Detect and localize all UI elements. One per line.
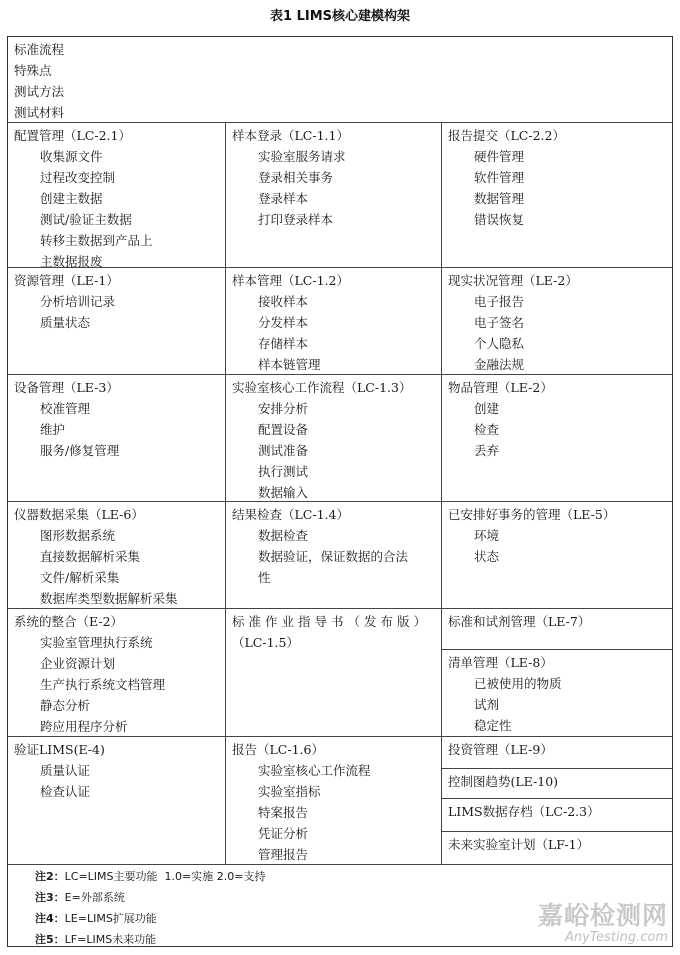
cell-reports xyxy=(226,737,441,864)
cell-sample-login xyxy=(226,123,441,267)
cell-item: 数据验证，保证数据的合法 xyxy=(258,549,409,564)
cell-heading: 控制图趋势(LE-10) xyxy=(448,774,559,789)
cell-heading: 配置管理（LC-2.1） xyxy=(14,128,131,143)
cell-item: 测试准备 xyxy=(258,443,309,458)
cell-heading: 实验室核心工作流程（LC-1.3） xyxy=(232,380,412,395)
cell-item: 图形数据系统 xyxy=(40,528,116,543)
cell-heading: 系统的整合（E-2） xyxy=(14,614,124,629)
header-line: 测试方法 xyxy=(14,84,65,99)
cell-heading: 标准和试剂管理（LE-7） xyxy=(448,614,591,629)
cell-item: 数据检查 xyxy=(258,528,309,543)
note-text: LC=LIMS主要功能 1.0=实施 2.0=支持 xyxy=(64,870,266,883)
cell-item: 服务/修复管理 xyxy=(40,443,120,458)
cell-heading: LIMS数据存档（LC-2.3） xyxy=(448,804,600,819)
cell-lims-data-archive xyxy=(442,799,672,831)
cell-item: 数据库类型数据解析采集 xyxy=(40,591,178,606)
cell-item: 数据输入 xyxy=(258,485,309,500)
cell-result-review xyxy=(226,502,441,608)
cell-heading: 资源管理（LE-1） xyxy=(14,273,119,288)
header-cell xyxy=(8,37,672,122)
cell-item: 样本链管理 xyxy=(258,357,321,372)
note-line xyxy=(35,929,673,950)
cell-item: 企业资源计划 xyxy=(40,656,116,671)
note-text: LF=LIMS未来功能 xyxy=(64,933,157,946)
cell-item: 直接数据解析采集 xyxy=(40,549,141,564)
cell-heading: 报告（LC-1.6） xyxy=(232,742,324,757)
cell-item: 跨应用程序分析 xyxy=(40,719,128,734)
cell-item: 转移主数据到产品上 xyxy=(40,233,153,248)
cell-heading: 结果检查（LC-1.4） xyxy=(232,507,349,522)
cell-future-lab-plan xyxy=(442,832,672,864)
cell-heading: 样本登录（LC-1.1） xyxy=(232,128,349,143)
cell-investment-management xyxy=(442,737,672,768)
cell-item: 执行测试 xyxy=(258,464,309,479)
cell-item: 实验室核心工作流程 xyxy=(258,763,371,778)
cell-heading: 未来实验室计划（LF-1） xyxy=(448,837,590,852)
note-line xyxy=(35,887,673,908)
cell-item: 凭证分析 xyxy=(258,826,309,841)
header-line: 测试材料 xyxy=(14,105,65,120)
cell-item: 软件管理 xyxy=(474,170,525,185)
cell-item: 状态 xyxy=(474,549,500,564)
cell-heading: 验证LIMS(E-4) xyxy=(14,742,105,757)
cell-item: 静态分析 xyxy=(40,698,91,713)
cell-item: 试剂 xyxy=(474,697,500,712)
cell-item: 丢弃 xyxy=(474,443,500,458)
cell-item: 创建主数据 xyxy=(40,191,103,206)
cell-item: 分析培训记录 xyxy=(40,294,116,309)
cell-item: 接收样本 xyxy=(258,294,309,309)
notes-section xyxy=(7,864,673,950)
cell-heading: 仪器数据采集（LE-6） xyxy=(14,507,144,522)
lims-framework-table xyxy=(7,36,673,947)
cell-standards-reagents-management xyxy=(442,609,672,649)
cell-item: 实验室指标 xyxy=(258,784,321,799)
cell-compliance-management xyxy=(442,268,672,374)
cell-heading: 样本管理（LC-1.2） xyxy=(232,273,349,288)
header-line: 标准流程 xyxy=(14,42,65,57)
cell-heading: 设备管理（LE-3） xyxy=(14,380,119,395)
note-text: LE=LIMS扩展功能 xyxy=(64,912,157,925)
cell-item: 实验室管理执行系统 xyxy=(40,635,153,650)
note-label: 注3： xyxy=(35,891,65,904)
cell-item: 电子签名 xyxy=(474,315,525,330)
cell-item: 环境 xyxy=(474,528,500,543)
cell-item: 数据管理 xyxy=(474,191,525,206)
header-line: 特殊点 xyxy=(14,63,52,78)
cell-item: 存储样本 xyxy=(258,336,309,351)
cell-heading: 物品管理（LE-2） xyxy=(448,380,553,395)
cell-resource-management xyxy=(8,268,225,374)
cell-item: 特案报告 xyxy=(258,805,309,820)
cell-item: 质量认证 xyxy=(40,763,91,778)
note-line xyxy=(35,866,673,887)
cell-heading: 现实状况管理（LE-2） xyxy=(448,273,578,288)
cell-item: 性 xyxy=(258,570,271,585)
cell-scheduled-tasks-management xyxy=(442,502,672,608)
cell-item: 分发样本 xyxy=(258,315,309,330)
cell-item: 配置设备 xyxy=(258,422,309,437)
cell-item: 错误恢复 xyxy=(474,212,525,227)
cell-item: 硬件管理 xyxy=(474,149,525,164)
cell-heading: 清单管理（LE-8） xyxy=(448,655,553,670)
cell-item: 测试/验证主数据 xyxy=(40,212,132,227)
watermark-en: AnyTesting.com xyxy=(564,930,668,945)
note-label: 注2： xyxy=(35,870,65,883)
cell-inventory-management xyxy=(442,650,672,736)
cell-item: 个人隐私 xyxy=(474,336,525,351)
cell-system-integration xyxy=(8,609,225,736)
note-text: E=外部系统 xyxy=(64,891,125,904)
note-label: 注4： xyxy=(35,912,65,925)
cell-instrument-data-acquisition xyxy=(8,502,225,608)
cell-heading: 标准作业指导书（发布版） xyxy=(232,614,431,629)
cell-item: 安排分析 xyxy=(258,401,309,416)
cell-item: 登录样本 xyxy=(258,191,309,206)
cell-item: 电子报告 xyxy=(474,294,525,309)
cell-item: 过程改变控制 xyxy=(40,170,116,185)
cell-sop xyxy=(226,609,441,736)
cell-item: 实验室服务请求 xyxy=(258,149,346,164)
note-label: 注5： xyxy=(35,933,65,946)
cell-lims-validation xyxy=(8,737,225,864)
cell-item: 检查 xyxy=(474,422,500,437)
cell-heading-continued: （LC-1.5） xyxy=(232,635,299,650)
cell-item: 检查认证 xyxy=(40,784,91,799)
cell-item: 创建 xyxy=(474,401,500,416)
cell-heading: 投资管理（LE-9） xyxy=(448,742,553,757)
cell-item: 主数据报废 xyxy=(40,254,103,269)
cell-item: 生产执行系统文档管理 xyxy=(40,677,166,692)
cell-control-chart-trends xyxy=(442,769,672,798)
cell-item: 稳定性 xyxy=(474,718,512,733)
cell-heading: 已安排好事务的管理（LE-5） xyxy=(448,507,616,522)
cell-item: 已被使用的物质 xyxy=(474,676,562,691)
cell-item: 金融法规 xyxy=(474,357,525,372)
cell-item: 维护 xyxy=(40,422,66,437)
cell-item: 收集源文件 xyxy=(40,149,103,164)
cell-equipment-management xyxy=(8,375,225,501)
watermark-cn: 嘉峪检测网 xyxy=(537,901,668,930)
cell-item-management xyxy=(442,375,672,501)
cell-sample-management xyxy=(226,268,441,374)
table-title: 表1 LIMS核心建模构架 xyxy=(270,9,410,24)
cell-lab-core-workflow xyxy=(226,375,441,501)
cell-item: 文件/解析采集 xyxy=(40,570,120,585)
cell-item: 管理报告 xyxy=(258,847,309,862)
cell-item: 校准管理 xyxy=(40,401,91,416)
cell-item: 登录相关事务 xyxy=(258,170,334,185)
cell-item: 打印登录样本 xyxy=(258,212,334,227)
note-line xyxy=(35,908,673,929)
cell-config-management xyxy=(8,123,225,267)
cell-report-submission xyxy=(442,123,672,267)
cell-item: 质量状态 xyxy=(40,315,91,330)
cell-heading: 报告提交（LC-2.2） xyxy=(448,128,565,143)
